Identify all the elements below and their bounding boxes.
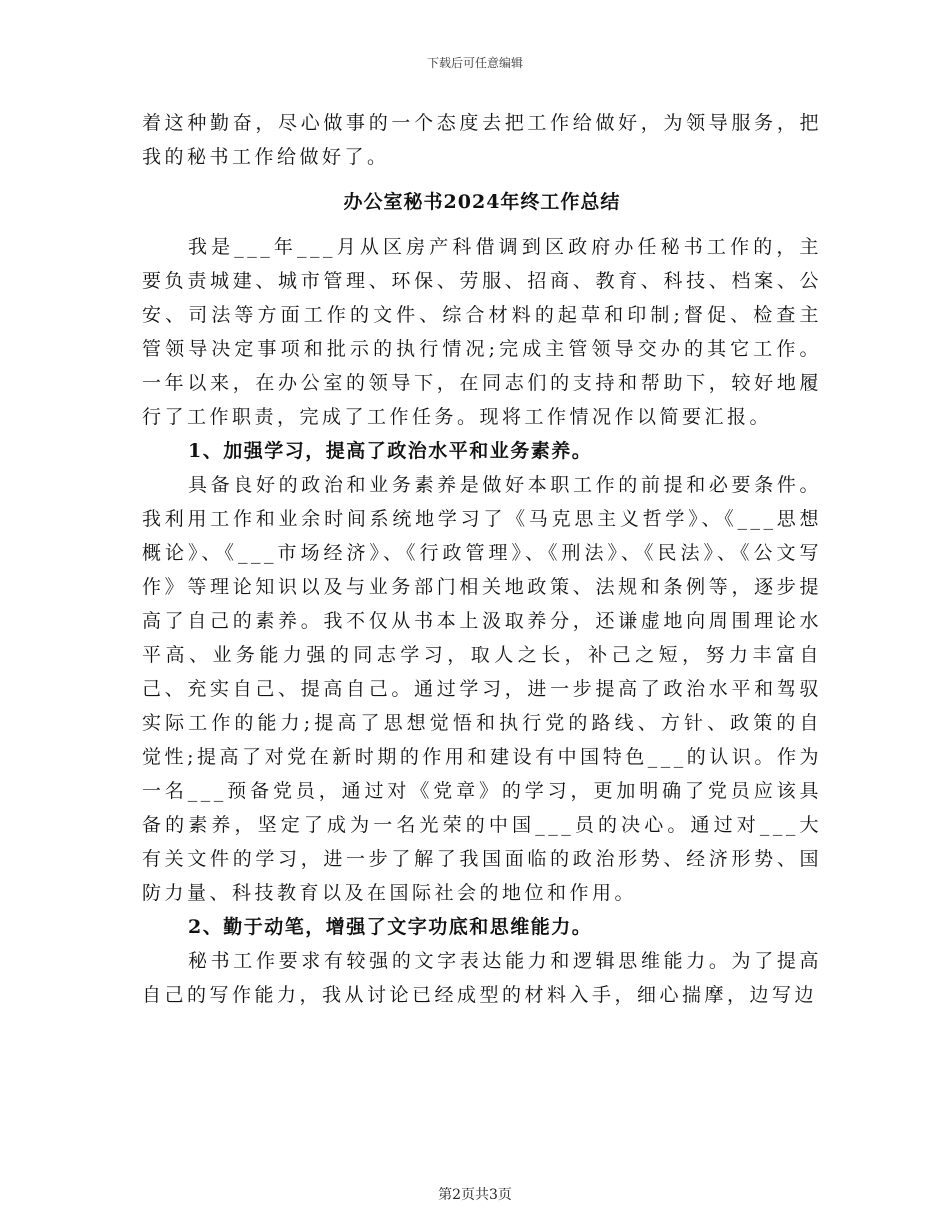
paragraph-section-1: 具备良好的政治和业务素养是做好本职工作的前提和必要条件。我利用工作和业余时间系统地学习了《马克思主义哲学》、《___思想概论》、《___市场经济》、《行政管理》、《刑法》、《民法》、《公文写作》等理论知识以及与业务部门相关地政策、法规和条例等，逐步提高了自己的素养。我不仅从书本上汲取养分，还谦虚地向周围理论水平高、业务能力强的同志学习，取人之长，补己之短，努力丰富自己、充实自己、提高自己。通过学习，进一步提高了政治水平和驾驭实际工作的能力;提高了思想觉悟和执行党的路线、方针、政策的自觉性;提高了对党在新时期的作用和建设有中国特色___的认识。作为一名___预备党员，通过对《党章》的学习，更加明确了党员应该具备的素养，坚定了成为一名光荣的中国___员的决心。通过对___大有关文件的学习，进一步了解了我国面临的政治形势、经济形势、国防力量、科技教育以及在国际社会的地位和作用。: [142, 474, 822, 904]
section-heading-1: 1、加强学习，提高了政治水平和业务素养。: [188, 440, 593, 462]
paragraph-section-2: 秘书工作要求有较强的文字表达能力和逻辑思维能力。为了提高自己的写作能力，我从讨论已经成型的材料入手，细心揣摩，边写边: [142, 950, 822, 1006]
document-title: 办公室秘书2024年终工作总结: [343, 191, 621, 213]
page-number-footer: 第2页共3页: [438, 1187, 512, 1203]
intro-paragraph: 着这种勤奋，尽心做事的一个态度去把工作给做好，为领导服务，把我的秘书工作给做好了。: [142, 112, 822, 168]
paragraph-introduction: 我是___年___月从区房产科借调到区政府办任秘书工作的，主要负责城建、城市管理、环保、劳服、招商、教育、科技、档案、公安、司法等方面工作的文件、综合材料的起草和印制;督促、检查主管领导决定事项和批示的执行情况;完成主管领导交办的其它工作。一年以来，在办公室的领导下，在同志们的支持和帮助下，较好地履行了工作职责，完成了工作任务。现将工作情况作以简要汇报。: [142, 236, 822, 428]
document-body: [142, 106, 822, 1012]
section-heading-2: 2、勤于动笔，增强了文字功底和思维能力。: [188, 916, 593, 938]
page-header-note: 下载后可任意编辑: [426, 56, 523, 70]
